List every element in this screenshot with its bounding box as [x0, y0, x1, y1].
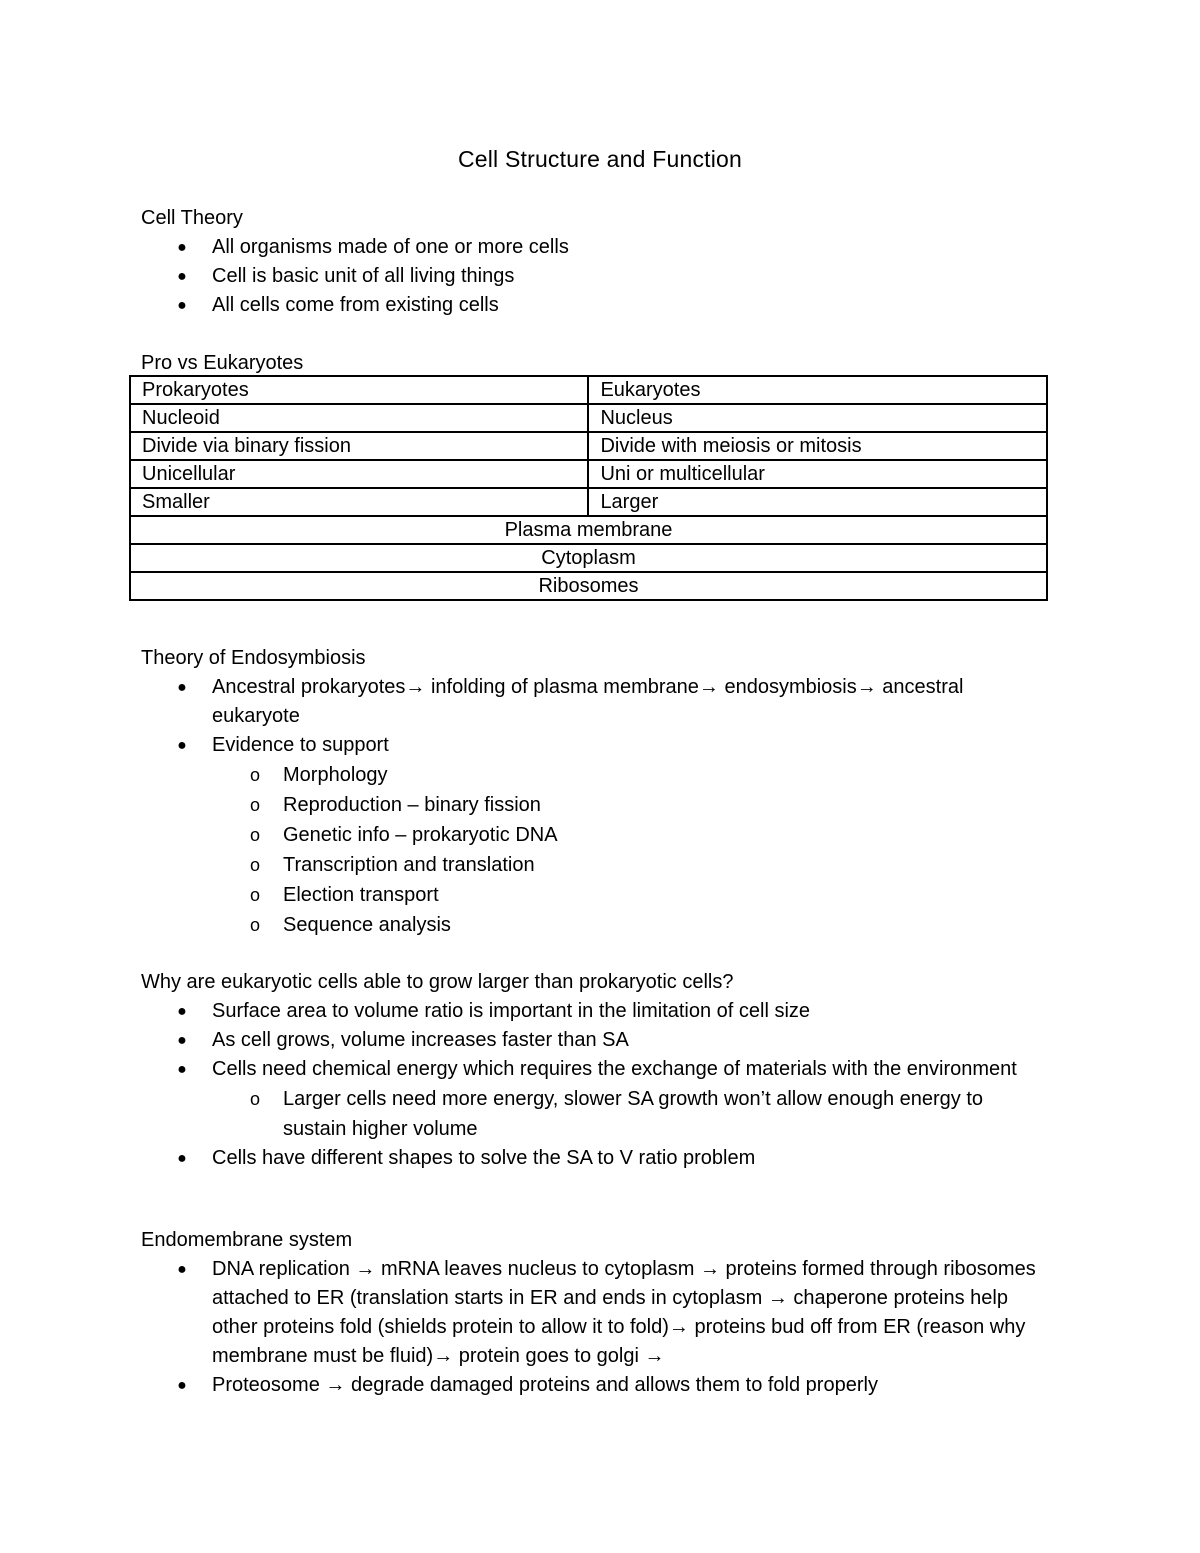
list-item: ● Cells need chemical energy which requires the exchange of materials with the environment — [141, 1055, 1051, 1084]
sublist-item: o Larger cells need more energy, slower SA growth won’t allow enough energy to sustain higher volume — [141, 1084, 1051, 1144]
list-item: ● Cell is basic unit of all living things — [141, 262, 1051, 291]
sublist-item: o Genetic info – prokaryotic DNA — [141, 820, 1051, 850]
bullet-icon: ● — [177, 1061, 187, 1078]
page-title: Cell Structure and Function — [457, 146, 743, 172]
bullet-icon: ● — [177, 1150, 187, 1167]
table-cell: Larger — [588, 488, 1047, 516]
table-cell: Uni or multicellular — [588, 460, 1047, 488]
bullet-icon: ● — [177, 268, 187, 285]
circle-bullet-icon: o — [249, 855, 260, 875]
cell-theory-section — [141, 204, 1051, 378]
table-row — [130, 516, 1047, 544]
endomembrane-heading: Endomembrane system — [141, 1229, 353, 1251]
list-item: ● Evidence to support — [141, 731, 1051, 760]
list-item: ● Cells have different shapes to solve the SA to V ratio problem — [141, 1144, 1051, 1173]
list-item: ● All organisms made of one or more cells — [141, 233, 1051, 262]
table-cell: Smaller — [130, 488, 588, 516]
cell-theory-list — [141, 233, 1051, 320]
comparison-table — [129, 375, 1048, 601]
cell-size-list — [141, 997, 1051, 1084]
table-cell: Divide with meiosis or mitosis — [588, 432, 1047, 460]
endomembrane-list — [141, 1255, 1051, 1400]
sublist-item: o Election transport — [141, 880, 1051, 910]
sublist-item: o Sequence analysis — [141, 910, 1051, 940]
cell-size-sublist — [141, 1084, 1051, 1144]
bullet-icon: ● — [177, 1261, 187, 1278]
table-cell: Prokaryotes — [130, 376, 588, 404]
table-row — [130, 432, 1047, 460]
bullet-icon: ● — [177, 297, 187, 314]
table-cell-shared: Ribosomes — [130, 572, 1047, 600]
list-item: ● Ancestral prokaryotes→ infolding of plasma membrane→ endosymbiosis→ ancestral eukaryote — [141, 673, 1051, 731]
sublist-item: o Morphology — [141, 760, 1051, 790]
list-item: ● All cells come from existing cells — [141, 291, 1051, 320]
table-cell: Eukaryotes — [588, 376, 1047, 404]
bullet-icon: ● — [177, 679, 187, 696]
table-cell: Nucleoid — [130, 404, 588, 432]
endosymbiosis-list — [141, 673, 1051, 760]
sublist-item: o Reproduction – binary fission — [141, 790, 1051, 820]
circle-bullet-icon: o — [249, 825, 260, 845]
table-cell-shared: Plasma membrane — [130, 516, 1047, 544]
cell-size-list-continued — [141, 1144, 1051, 1173]
bullet-icon: ● — [177, 1032, 187, 1049]
circle-bullet-icon: o — [249, 765, 260, 785]
table-row — [130, 404, 1047, 432]
table-cell-shared: Cytoplasm — [130, 544, 1047, 572]
list-item: ● Surface area to volume ratio is important in the limitation of cell size — [141, 997, 1051, 1026]
endomembrane-section — [141, 1226, 1051, 1400]
sublist-item: o Transcription and translation — [141, 850, 1051, 880]
evidence-sublist — [141, 760, 1051, 940]
bullet-icon: ● — [177, 1377, 187, 1394]
list-item: ● DNA replication → mRNA leaves nucleus to cytoplasm → proteins formed through ribosomes attached to ER (translation starts in ER and ends in cytoplasm → chaperone proteins help other proteins fold (shields protein to allow it to fold)→ proteins bud off from ER (reason why membrane must be fluid)→ protein goes to golgi → — [141, 1255, 1051, 1371]
bullet-icon: ● — [177, 239, 187, 256]
cell-size-section — [141, 968, 1051, 1173]
cell-size-heading: Why are eukaryotic cells able to grow larger than prokaryotic cells? — [141, 971, 734, 993]
pro-vs-eu-heading: Pro vs Eukaryotes — [141, 352, 304, 374]
endosymbiosis-heading: Theory of Endosymbiosis — [141, 647, 366, 669]
circle-bullet-icon: o — [249, 885, 260, 905]
cell-theory-heading: Cell Theory — [141, 207, 243, 229]
table-row — [130, 376, 1047, 404]
table-cell: Divide via binary fission — [130, 432, 588, 460]
list-item: ● Proteosome → degrade damaged proteins and allows them to fold properly — [141, 1371, 1051, 1400]
list-item: ● As cell grows, volume increases faster than SA — [141, 1026, 1051, 1055]
bullet-icon: ● — [177, 1003, 187, 1020]
circle-bullet-icon: o — [249, 1089, 260, 1109]
table-cell: Nucleus — [588, 404, 1047, 432]
table-row — [130, 460, 1047, 488]
table-row — [130, 544, 1047, 572]
circle-bullet-icon: o — [249, 915, 260, 935]
table-row — [130, 572, 1047, 600]
table-row — [130, 488, 1047, 516]
bullet-icon: ● — [177, 737, 187, 754]
endosymbiosis-section — [141, 644, 1051, 940]
circle-bullet-icon: o — [249, 795, 260, 815]
table-cell: Unicellular — [130, 460, 588, 488]
